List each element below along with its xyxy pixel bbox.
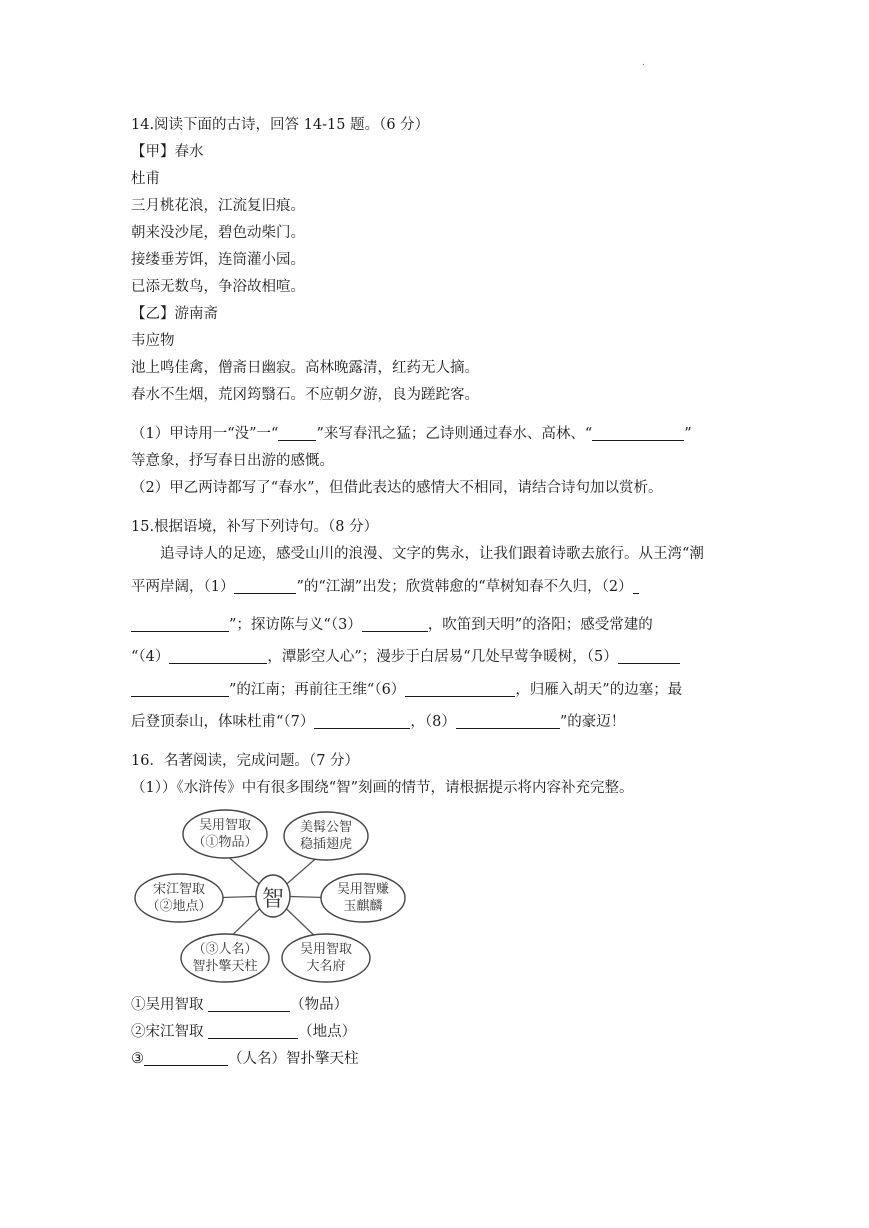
q15-text-line: 追寻诗人的足迹，感受山川的浪漫、文字的隽永，让我们跟着诗歌去旅行。从王湾“潮: [160, 546, 704, 562]
answer-blank[interactable]: [314, 712, 410, 729]
poem-b-line: 春水不生烟，荒冈筠翳石。不应朝夕游，良为蹉跎客。: [131, 387, 479, 403]
q16-title: 16．名著阅读，完成问题。（7 分）: [131, 753, 360, 769]
answer-blank[interactable]: [208, 995, 290, 1012]
poem-a-line: 已添无数鸟，争浴故相喧。: [131, 279, 305, 295]
answer-blank[interactable]: [362, 615, 428, 632]
answer-blank[interactable]: [633, 577, 639, 594]
q14-sub2: （2）甲乙两诗都写了“春水”，但借此表达的感情大不相同，请结合诗句加以赏析。: [131, 480, 663, 496]
q14-sub1-cont: 等意象，抒写春日出游的感慨。: [131, 453, 334, 469]
diagram-node: 吴用智赚 玉麒麟: [336, 882, 389, 914]
mind-map-diagram: [133, 806, 413, 986]
answer-blank[interactable]: [169, 647, 267, 664]
q15-text-line: ”；探访陈与义“（3） ，吹笛到天明”的洛阳；感受常建的: [131, 606, 741, 644]
q14-sub1: （1）甲诗用一“没”一“ ”来写春汛之猛；乙诗则通过春水、高林、“ ”: [131, 426, 692, 442]
q15-title: 15.根据语境，补写下列诗句。（8 分）: [131, 519, 379, 535]
diagram-node: （③人名） 智扑擎天柱: [192, 942, 258, 974]
answer-blank[interactable]: [278, 424, 316, 441]
poem-a-line: 三月桃花浪，江流复旧痕。: [131, 198, 305, 214]
diagram-node: 美髯公智 稳插翅虎: [299, 820, 352, 852]
q16-answer-3: ③ （人名）智扑擎天柱: [131, 1051, 359, 1067]
answer-blank[interactable]: [618, 647, 680, 664]
q15-text-line: ”的江南；再前往王维“（6） ，归雁入胡天”的边塞；最: [131, 671, 741, 709]
poem-b-author: 韦应物: [131, 333, 175, 349]
answer-blank[interactable]: [131, 615, 229, 632]
answer-blank[interactable]: [456, 712, 560, 729]
q15-text-line: 平两岸阔，（1） ”的“江湖”出发；欣赏韩愈的“草树知春不久归，（2）: [131, 568, 741, 606]
poem-a-author: 杜甫: [131, 171, 160, 187]
q14-title: 14.阅读下面的古诗，回答 14-15 题。（6 分）: [131, 117, 430, 133]
answer-blank[interactable]: [592, 424, 684, 441]
answer-blank[interactable]: [131, 680, 229, 697]
center-zhi: 智: [262, 887, 285, 912]
q16-answer-1: ①吴用智取 （物品）: [131, 997, 349, 1013]
answer-blank[interactable]: [144, 1049, 228, 1066]
diagram-node: 宋江智取 （②地点）: [146, 882, 212, 914]
diagram-node: 吴用智取 （①物品）: [192, 818, 258, 850]
q16-sub1: （1））《水浒传》中有很多围绕“智”刻画的情节，请根据提示将内容补充完整。: [131, 780, 634, 796]
poem-b-line: 池上鸣佳禽，僧斋日幽寂。高林晚露清，红药无人摘。: [131, 360, 479, 376]
diagram-node: 吴用智取 大名府: [299, 942, 352, 974]
q15-text-line: 后登顶泰山，体味杜甫“（7） ，（8） ”的豪迈！: [131, 714, 626, 730]
poem-a-line: 朝来没沙尾，碧色动柴门。: [131, 225, 305, 241]
poem-b-label: 【乙】游南斋: [131, 306, 218, 322]
answer-blank[interactable]: [234, 577, 296, 594]
poem-a-line: 接缕垂芳饵，连筒灌小园。: [131, 252, 305, 268]
answer-blank[interactable]: [208, 1022, 298, 1039]
answer-blank[interactable]: [405, 680, 515, 697]
q16-answer-2: ②宋江智取 （地点）: [131, 1024, 357, 1040]
header-dot: .: [642, 58, 645, 68]
exam-page: [131, 112, 741, 1073]
poem-a-label: 【甲】春水: [131, 144, 204, 160]
q15-text-line: “（4） ，潭影空人心”；漫步于白居易“几处早莺争暖树，（5）: [131, 644, 741, 671]
